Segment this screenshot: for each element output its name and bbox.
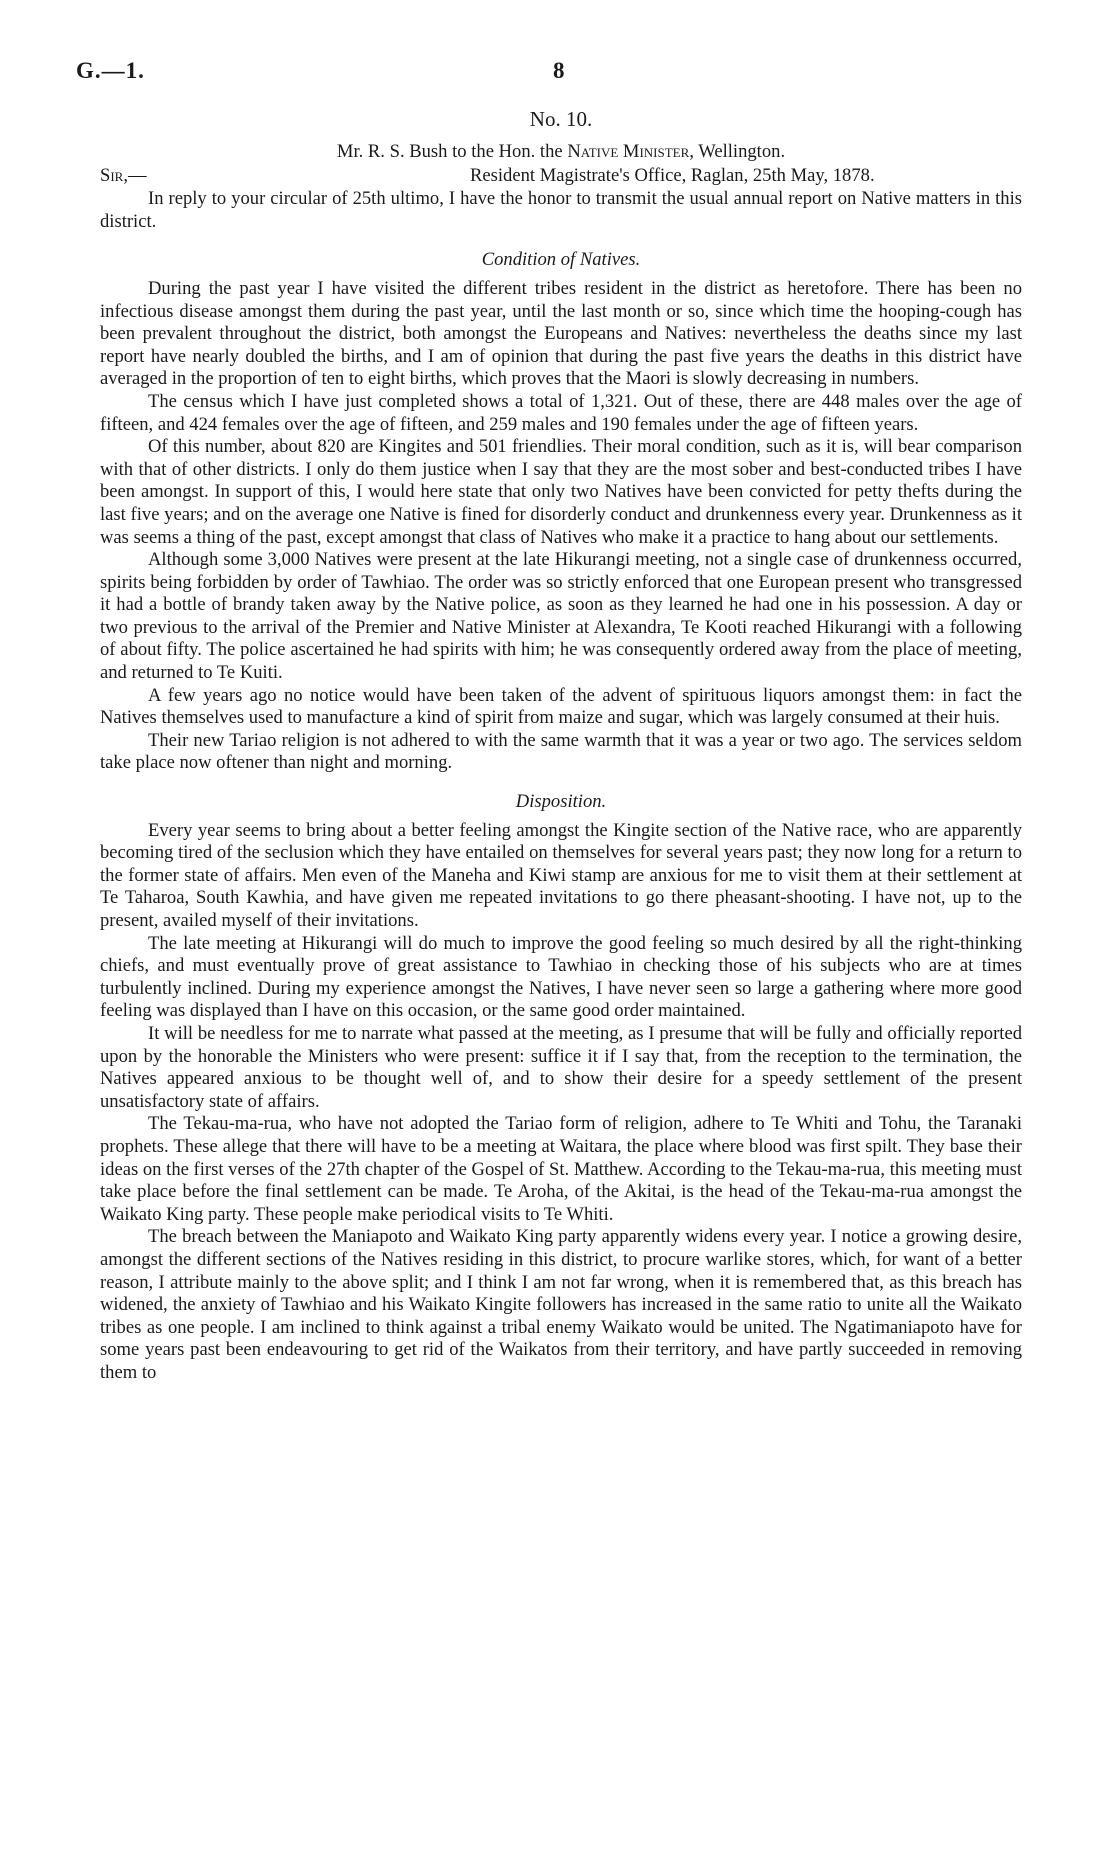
paragraph: A few years ago no notice would have been taken of the advent of spirituous liquors amongst them: in fact the Natives themselves used to manufacture a kind of spirit from maize and sugar, which was largely consumed at their huis. <box>100 684 1022 729</box>
document-code: G.—1. <box>76 58 145 83</box>
paragraph: The census which I have just completed shows a total of 1,321. Out of these, there are 448 males over the age of fifteen, and 424 females over the age of fifteen, and 259 males and 190 females under the age of fifteen years. <box>100 390 1022 435</box>
intro-paragraph: In reply to your circular of 25th ultimo, I have the honor to transmit the usual annual report on Native matters in this district. <box>100 188 1022 232</box>
section-heading-disposition: Disposition. <box>515 791 607 813</box>
paragraph: It will be needless for me to narrate what passed at the meeting, as I presume that will be fully and officially reported upon by the honorable the Ministers who were present: suffice it if I say that, from the reception to the termination, the Natives appeared anxious to be thought well of, and to show their desire for a speedy settlement of the present unsatisfactory state of affairs. <box>100 1022 1022 1112</box>
paragraph: Their new Tariao religion is not adhered to with the same warmth that it was a year or two ago. The services seldom take place now oftener than night and morning. <box>100 729 1022 774</box>
page-number: 8 <box>553 58 565 83</box>
document-body <box>100 108 1022 1384</box>
paragraph: Although some 3,000 Natives were present at the late Hikurangi meeting, not a single case of drunkenness occurred, spirits being forbidden by order of Tawhiao. The order was so strictly enforced that one European present who transgressed it had a bottle of brandy taken away by the Native police, as soon as they learned he had one in his possession. A day or two previous to the arrival of the Premier and Native Minister at Alexandra, Te Kooti reached Hikurangi with a following of about fifty. The police ascertained he had spirits with him; he was consequently ordered away from the place of meeting, and returned to Te Kuiti. <box>100 549 1022 684</box>
paragraph: During the past year I have visited the different tribes resident in the district as heretofore. There has been no infectious disease amongst them during the past year, until the last month or so, since which time the hooping-cough has been prevalent throughout the district, both amongst the Europeans and Natives: nevertheless the deaths since my last report have nearly doubled the births, and I am of opinion that during the past five years the deaths in this district have averaged in the proportion of ten to eight births, which proves that the Maori is slowly decreasing in numbers. <box>100 277 1022 390</box>
paragraph: Every year seems to bring about a better feeling amongst the Kingite section of the Native race, who are apparently becoming tired of the seclusion which they have entailed on themselves for several years past; they now long for a return to the former state of affairs. Men even of the Maneha and Kiwi stamp are anxious for me to visit them at their settlement at Te Taharoa, South Kawhia, and have given me repeated invitations to go there pheasant-shooting. I have not, up to the present, availed myself of their invitations. <box>100 819 1022 931</box>
dateline: Resident Magistrate's Office, Raglan, 25th May, 1878. <box>470 165 875 187</box>
section-heading-condition: Condition of Natives. <box>481 249 641 271</box>
letter-to-title: Native Minister <box>567 140 690 162</box>
letter-from: Mr. R. S. Bush <box>336 140 448 162</box>
paragraph: Of this number, about 820 are Kingites and 501 friendlies. Their moral condition, such as it is, will bear comparison with that of other districts. I only do them justice when I say that they are the most sober and best-conducted tribes I have been amongst. In support of this, I would here state that only two Natives have been convicted for petty thefts during the last five years; and on the average one Native is fined for disorderly conduct and drunkenness every year. Drunkenness as it was seems a thing of the past, except amongst that class of Natives who make it a practice to hang about our settlements. <box>100 436 1022 548</box>
paragraph: The late meeting at Hikurangi will do much to improve the good feeling so much desired by all the right-thinking chiefs, and must eventually prove of great assistance to Tawhiao in checking those of his subjects who are at times turbulently inclined. During my experience amongst the Natives, I have never seen so large a gathering where more good feeling was displayed than I have on this occasion, or the same good order maintained. <box>100 932 1022 1022</box>
salutation-row <box>100 165 1022 188</box>
letter-address-line <box>100 141 1022 164</box>
letter-to-place: , Wellington. <box>689 140 786 162</box>
salutation: Sir,— <box>100 165 147 187</box>
letter-to-connector: to the Hon. the <box>452 140 563 162</box>
paragraph: The breach between the Maniapoto and Waikato King party apparently widens every year. I notice a growing desire, amongst the different sections of the Natives residing in this district, to procure warlike stores, which, for want of a better reason, I attribute mainly to the above split; and I think I am not far wrong, when it is remembered that, as this breach has widened, the anxiety of Tawhiao and his Waikato Kingite followers has increased in the same ratio to unite all the Waikato tribes as one people. I am inclined to think against a tribal enemy Waikato would be united. The Ngatimaniapoto have for some years past been endeavouring to get rid of the Waikatos from their territory, and have partly succeeded in removing them to <box>100 1226 1022 1383</box>
paragraph: The Tekau-ma-rua, who have not adopted the Tariao form of religion, adhere to Te Whiti and Tohu, the Taranaki prophets. These allege that there will have to be a meeting at Waitara, the place where blood was first spilt. They base their ideas on the first verses of the 27th chapter of the Gospel of St. Matthew. According to the Tekau-ma-rua, this meeting must take place before the final settlement can be made. Te Aroha, of the Akitai, is the head of the Tekau-ma-rua amongst the Waikato King party. These people make periodical visits to Te Whiti. <box>100 1113 1022 1225</box>
letter-number: No. 10. <box>529 107 593 131</box>
